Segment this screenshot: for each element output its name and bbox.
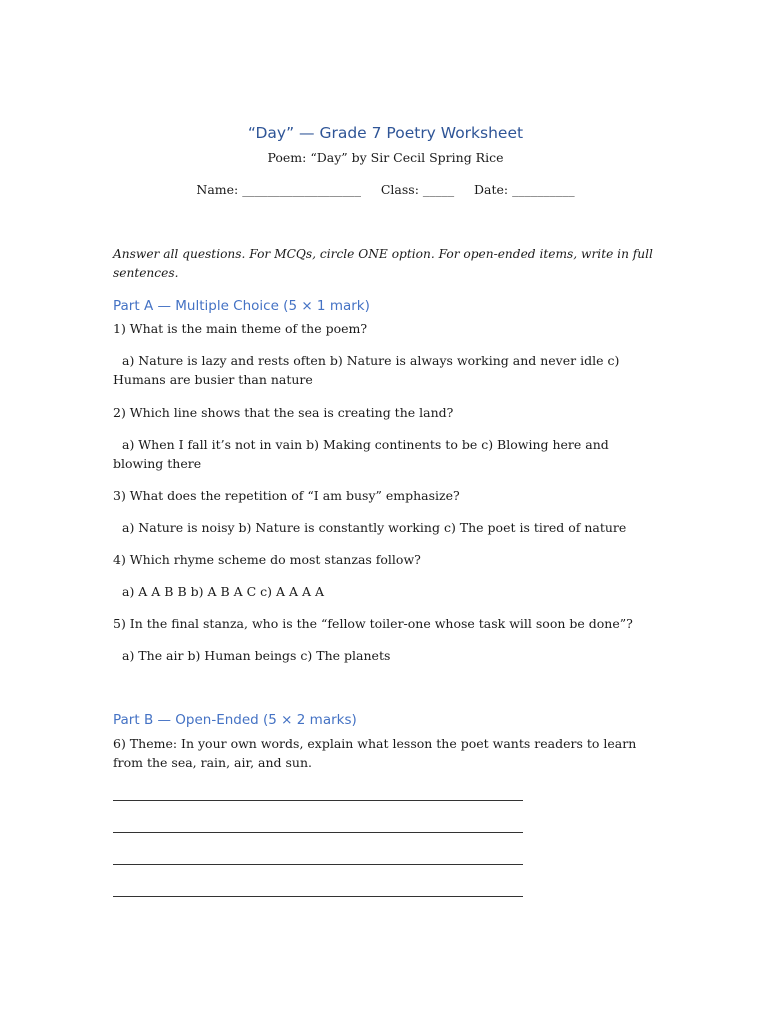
- question-2-options[interactable]: a) When I fall it’s not in vain b) Making continents to be c) Blowing here and blowing there: [113, 437, 609, 471]
- question-1: 1) What is the main theme of the poem?: [113, 321, 368, 336]
- worksheet-title: “Day” — Grade 7 Poetry Worksheet: [247, 124, 524, 142]
- student-info-line: Name: ___________________ Class: _____ Date: __________: [196, 182, 575, 197]
- answer-line[interactable]: [113, 864, 523, 865]
- question-4-options[interactable]: a) A A B B b) A B A C c) A A A A: [122, 584, 325, 599]
- question-4: 4) Which rhyme scheme do most stanzas follow?: [113, 552, 421, 567]
- part-b-heading: Part B — Open-Ended (5 × 2 marks): [113, 712, 357, 728]
- question-5-options[interactable]: a) The air b) Human beings c) The planets: [122, 648, 391, 663]
- answer-line[interactable]: [113, 800, 523, 801]
- part-a-heading: Part A — Multiple Choice (5 × 1 mark): [113, 298, 370, 314]
- question-5: 5) In the final stanza, who is the “fellow toiler-one whose task will soon be done”?: [113, 616, 633, 631]
- answer-line[interactable]: [113, 896, 523, 897]
- question-6: 6) Theme: In your own words, explain what lesson the poet wants readers to learn from the sea, rain, air, and sun.: [113, 736, 637, 770]
- question-3-options[interactable]: a) Nature is noisy b) Nature is constantly working c) The poet is tired of nature: [122, 520, 627, 535]
- question-2: 2) Which line shows that the sea is creating the land?: [113, 405, 454, 420]
- question-1-options[interactable]: a) Nature is lazy and rests often b) Nature is always working and never idle c) Humans are busier than nature: [113, 353, 620, 387]
- poem-subtitle: Poem: “Day” by Sir Cecil Spring Rice: [267, 150, 504, 165]
- question-3: 3) What does the repetition of “I am busy” emphasize?: [113, 488, 460, 503]
- instructions: Answer all questions. For MCQs, circle ONE option. For open-ended items, write in full sentences.: [113, 247, 653, 280]
- answer-line[interactable]: [113, 832, 523, 833]
